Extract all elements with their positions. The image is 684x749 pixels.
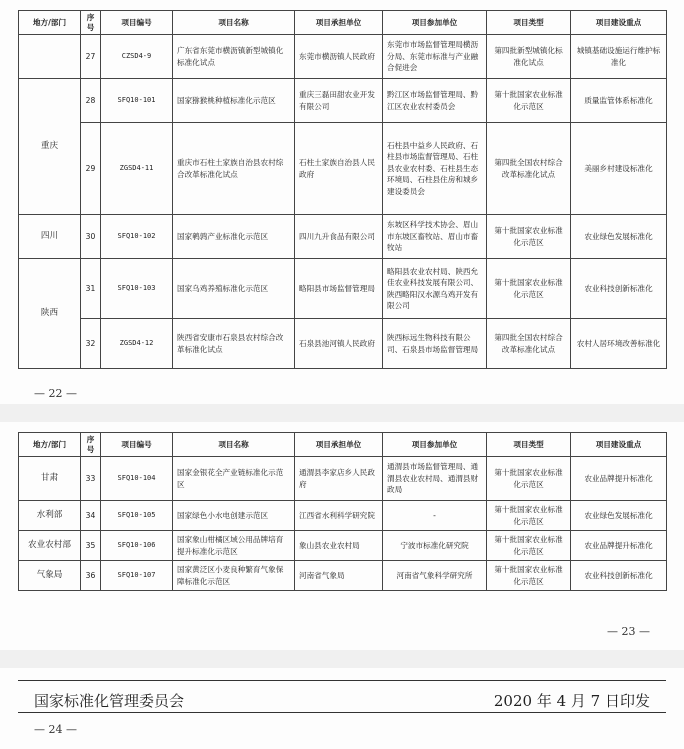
- focus-cell: 城镇基础设施运行维护标准化: [571, 35, 667, 79]
- type-cell: 第四批全国农村综合改革标准化试点: [487, 123, 571, 215]
- region-cell: 陕西: [19, 259, 81, 369]
- focus-cell: 农业品牌提升标准化: [571, 531, 667, 561]
- project-name-cell: 国家黄泛区小麦良种繁育气象保障标准化示范区: [173, 561, 295, 591]
- participants-cell: -: [383, 501, 487, 531]
- table-row: [19, 79, 667, 123]
- focus-cell: 农业科技创新标准化: [571, 561, 667, 591]
- table-row: [19, 259, 667, 319]
- header-region: 地方/部门: [19, 433, 81, 457]
- seq-cell: 29: [81, 123, 101, 215]
- seq-cell: 33: [81, 457, 101, 501]
- seq-cell: 36: [81, 561, 101, 591]
- participants-cell: 略阳县农业农村局、陕西允佳农业科技发展有限公司、陕西略阳汉水源乌鸡开发有限公司: [383, 259, 487, 319]
- focus-cell: 农业品牌提升标准化: [571, 457, 667, 501]
- project-name-cell: 国家乌鸡养殖标准化示范区: [173, 259, 295, 319]
- divider-top: [18, 680, 666, 681]
- focus-cell: 农业绿色发展标准化: [571, 501, 667, 531]
- table-row: [19, 215, 667, 259]
- type-cell: 第四批全国农村综合改革标准化试点: [487, 319, 571, 369]
- seq-cell: 28: [81, 79, 101, 123]
- table-row: [19, 457, 667, 501]
- undertaker-cell: 石泉县池河镇人民政府: [295, 319, 383, 369]
- seq-cell: 27: [81, 35, 101, 79]
- header-focus: 项目建设重点: [571, 11, 667, 35]
- header-code: 项目编号: [101, 433, 173, 457]
- table-row: [19, 123, 667, 215]
- undertaker-cell: 河南省气象局: [295, 561, 383, 591]
- header-focus: 项目建设重点: [571, 433, 667, 457]
- code-cell: CZSD4-9: [101, 35, 173, 79]
- header-type: 项目类型: [487, 11, 571, 35]
- type-cell: 第十批国家农业标准化示范区: [487, 79, 571, 123]
- project-table-final: [18, 432, 667, 591]
- table-row: [19, 319, 667, 369]
- undertaker-cell: 象山县农业农村局: [295, 531, 383, 561]
- undertaker-cell: 石柱土家族自治县人民政府: [295, 123, 383, 215]
- table-row: [19, 501, 667, 531]
- page-number: — 23 —: [607, 625, 650, 638]
- region-cell: 农业农村部: [19, 531, 81, 561]
- type-cell: 第四批新型城镇化标准化试点: [487, 35, 571, 79]
- region-cell-empty: [19, 35, 81, 79]
- seq-cell: 32: [81, 319, 101, 369]
- seq-cell: 34: [81, 501, 101, 531]
- type-cell: 第十批国家农业标准化示范区: [487, 501, 571, 531]
- project-name-cell: 国家象山柑橘区域公用品牌培育提升标准化示范区: [173, 531, 295, 561]
- page-number: — 22 —: [34, 387, 77, 400]
- seq-cell: 30: [81, 215, 101, 259]
- focus-cell: 农业绿色发展标准化: [571, 215, 667, 259]
- code-cell: SFQ10-103: [101, 259, 173, 319]
- code-cell: SFQ10-106: [101, 531, 173, 561]
- seq-cell: 31: [81, 259, 101, 319]
- project-name-cell: 国家猕猴桃种植标准化示范区: [173, 79, 295, 123]
- type-cell: 第十批国家农业标准化示范区: [487, 531, 571, 561]
- header-seq: 序号: [81, 433, 101, 457]
- header-undertaker: 项目承担单位: [295, 433, 383, 457]
- focus-cell: 农业科技创新标准化: [571, 259, 667, 319]
- undertaker-cell: 东莞市横沥镇人民政府: [295, 35, 383, 79]
- header-type: 项目类型: [487, 433, 571, 457]
- code-cell: ZGSD4-11: [101, 123, 173, 215]
- code-cell: SFQ10-104: [101, 457, 173, 501]
- type-cell: 第十批国家农业标准化示范区: [487, 259, 571, 319]
- participants-cell: 通渭县市场监督管理局、通渭县农业农村局、通渭县财政局: [383, 457, 487, 501]
- issuer-name: 国家标准化管理委员会: [34, 692, 185, 710]
- region-cell: 四川: [19, 215, 81, 259]
- region-cell: 水利部: [19, 501, 81, 531]
- focus-cell: 质量监管体系标准化: [571, 79, 667, 123]
- page-23: [0, 422, 684, 650]
- participants-cell: 东坡区科学技术协会、眉山市东坡区畜牧站、眉山市畜牧站: [383, 215, 487, 259]
- type-cell: 第十批国家农业标准化示范区: [487, 457, 571, 501]
- focus-cell: 农村人居环境改善标准化: [571, 319, 667, 369]
- project-name-cell: 国家金银花全产业链标准化示范区: [173, 457, 295, 501]
- type-cell: 第十批国家农业标准化示范区: [487, 215, 571, 259]
- header-name: 项目名称: [173, 11, 295, 35]
- project-name-cell: 重庆市石柱土家族自治县农村综合改革标准化试点: [173, 123, 295, 215]
- project-name-cell: 陕西省安康市石泉县农村综合改革标准化试点: [173, 319, 295, 369]
- divider-bottom: [18, 712, 666, 713]
- header-code: 项目编号: [101, 11, 173, 35]
- undertaker-cell: 江西省水利科学研究院: [295, 501, 383, 531]
- code-cell: SFQ10-105: [101, 501, 173, 531]
- undertaker-cell: 四川九升食品有限公司: [295, 215, 383, 259]
- undertaker-cell: 通渭县李家店乡人民政府: [295, 457, 383, 501]
- focus-cell: 美丽乡村建设标准化: [571, 123, 667, 215]
- project-name-cell: 广东省东莞市横沥镇新型城镇化标准化试点: [173, 35, 295, 79]
- header-undertaker: 项目承担单位: [295, 11, 383, 35]
- table-header-row: [19, 433, 667, 457]
- undertaker-cell: 略阳县市场监督管理局: [295, 259, 383, 319]
- table-header-row: [19, 11, 667, 35]
- header-participants: 项目参加单位: [383, 11, 487, 35]
- table-row: [19, 35, 667, 79]
- header-name: 项目名称: [173, 433, 295, 457]
- page-number: — 24 —: [34, 723, 77, 736]
- region-cell: 气象局: [19, 561, 81, 591]
- region-cell: 重庆: [19, 79, 81, 215]
- participants-cell: 东莞市市场监督管理局横沥分局、东莞市标准与产业融合促进会: [383, 35, 487, 79]
- participants-cell: 陕西标远生物科技有限公司、石泉县市场监督管理局: [383, 319, 487, 369]
- type-cell: 第十批国家农业标准化示范区: [487, 561, 571, 591]
- header-seq: 序号: [81, 11, 101, 35]
- code-cell: ZGSD4-12: [101, 319, 173, 369]
- participants-cell: 黔江区市场监督管理局、黔江区农业农村委员会: [383, 79, 487, 123]
- page-24: [0, 668, 684, 749]
- undertaker-cell: 重庆三磊田甜农业开发有限公司: [295, 79, 383, 123]
- participants-cell: 石柱县中益乡人民政府、石柱县市场监督管理局、石柱县农业农村委、石柱县生态环境局、石柱县住房和城乡建设委员会: [383, 123, 487, 215]
- code-cell: SFQ10-107: [101, 561, 173, 591]
- participants-cell: 河南省气象科学研究所: [383, 561, 487, 591]
- participants-cell: 宁波市标准化研究院: [383, 531, 487, 561]
- header-participants: 项目参加单位: [383, 433, 487, 457]
- seq-cell: 35: [81, 531, 101, 561]
- table-row: [19, 531, 667, 561]
- table-row: [19, 561, 667, 591]
- project-name-cell: 国家绿色小水电创建示范区: [173, 501, 295, 531]
- region-cell: 甘肃: [19, 457, 81, 501]
- issue-date: 2020 年 4 月 7 日印发: [493, 692, 650, 710]
- header-region: 地方/部门: [19, 11, 81, 35]
- code-cell: SFQ10-101: [101, 79, 173, 123]
- project-name-cell: 国家鹌鹑产业标准化示范区: [173, 215, 295, 259]
- code-cell: SFQ10-102: [101, 215, 173, 259]
- project-table-continued: [18, 10, 667, 369]
